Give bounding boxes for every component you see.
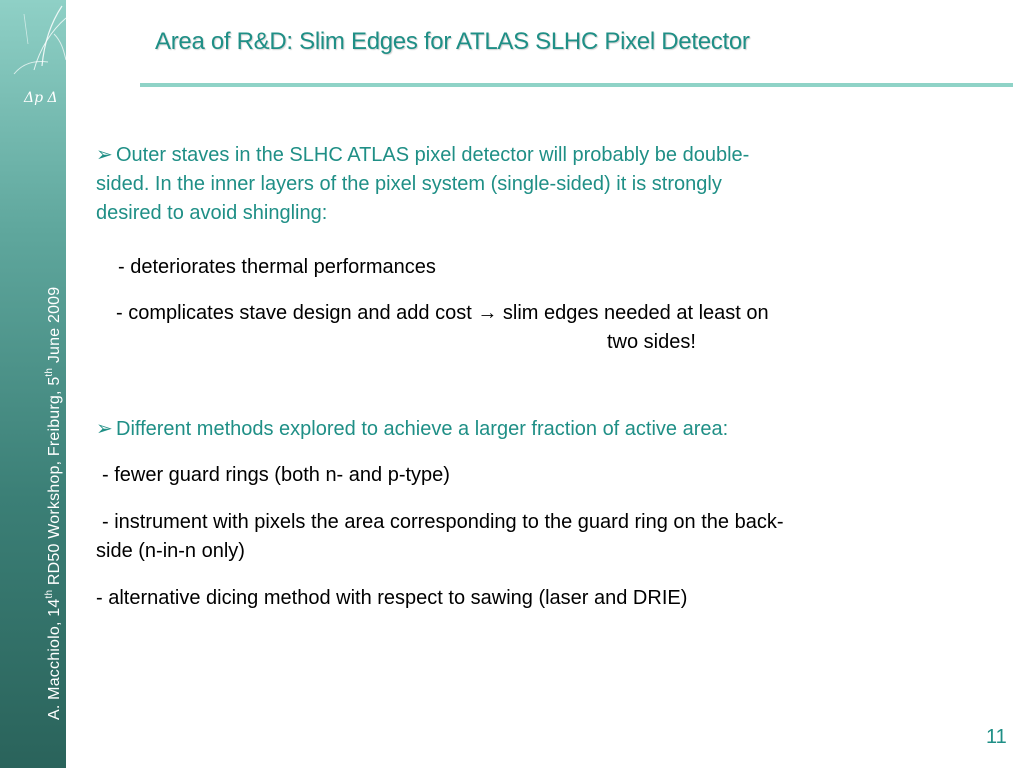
sidebar-date: June 2009 [46,286,63,368]
sidebar-footer-text [44,287,64,720]
bullet1-line1 [96,141,996,170]
sub-thermal: - deteriorates thermal performances [118,256,436,278]
sub4-line2: side (n-in-n only) [96,540,245,562]
bullet2-text: Different methods explored to achieve a larger fraction of active area: [116,418,729,440]
sidebar-sup-th2: th [44,367,55,377]
right-arrow-icon: → [477,302,498,324]
sidebar-sup-th1: th [44,589,55,599]
sub-stave-design [116,299,996,357]
sub2-part1: - complicates stave design and add cost [116,302,472,324]
sidebar-event: RD50 Workshop, Freiburg, 5 [46,376,63,590]
bullet-arrow-icon: ➢ [96,418,113,440]
bullet1-line3: desired to avoid shingling: [96,202,328,224]
sub-dicing-method: - alternative dicing method with respect to sawing (laser and DRIE) [96,587,688,609]
sidebar [0,0,66,768]
bullet-outer-staves [96,141,996,228]
sub4-line1: - instrument with pixels the area corresponding to the guard ring on the back- [102,511,784,533]
bullet1-line2: sided. In the inner layers of the pixel system (single-sided) it is strongly [96,173,722,195]
sub-guard-rings: - fewer guard rings (both n- and p-type) [102,464,450,486]
sub2-line1 [116,299,996,328]
title-divider [140,83,1013,87]
sub-instrument-pixels [96,508,996,566]
logo-icon [4,4,66,114]
bullet-different-methods [96,415,728,444]
page-number: 11 [986,726,1007,748]
sub2-part2: slim edges needed at least on [502,302,769,324]
svg-text:Δp Δ: Δp Δ [24,90,58,106]
bullet-arrow-icon: ➢ [96,144,113,166]
sub2-line2: two sides! [607,331,696,353]
slide-title: Area of R&D: Slim Edges for ATLAS SLHC Pixel Detector [155,28,750,55]
bullet1-line1-text: Outer staves in the SLHC ATLAS pixel detector will probably be double- [116,144,750,166]
sidebar-author: A. Macchiolo, 14 [46,598,63,720]
